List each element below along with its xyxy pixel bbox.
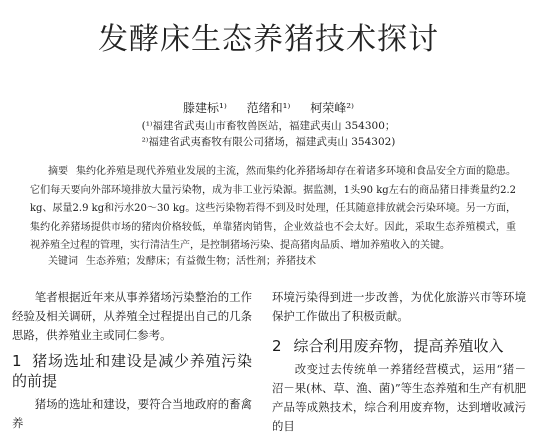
section-title: 猪场选址和建设是减少养殖污染的前提: [12, 352, 252, 390]
section-heading: [12, 351, 252, 391]
body-paragraph: 猪场的选址和建设，要符合当地政府的畜禽养: [12, 397, 252, 430]
author-name: 范绪和¹⁾: [246, 101, 291, 115]
body-paragraph: 环境污染得到进一步改善，为优化旅游兴市等环境保护工作做出了积极贡献。: [272, 290, 526, 323]
author-list: [0, 99, 537, 116]
abstract-block: [30, 163, 516, 256]
affiliation-line: ²⁾福建省武夷畜牧有限公司猪场，福建武夷山 354302): [141, 136, 396, 148]
abstract-label: 摘要: [48, 166, 68, 177]
body-paragraph: 改变过去传统单一养猪经营模式，运用“猪－沼－果(林、草、渔、菌)”等生态养殖和生产有机肥产品等成熟技术，综合利用废弃物，达到增收减污的目: [272, 362, 526, 433]
section-title: 综合利用废弃物，提高养殖收入: [293, 337, 504, 355]
abstract-text: 集约化养殖是现代养殖业发展的主流，然而集约化养猪场却存在着诸多环境和食品安全方面的隐患。它们每天要向外部环境排放大量污染物，成为非工业污染源。据监测，1头90 kg左右的商品猪日排粪量约2.2 kg、尿量2.9 kg和污水20～30 kg。这些污染物若得不到及时处理，任其随意排放就会污染环境。另一方面，集约化养猪场提供市场的猪肉价格较低，单靠猪肉销售，企业效益也不会太好。因此，采取生态养殖模式，重视养殖全过程的管理，实行清洁生产，是控制猪场污染、提高猪肉品质、增加养殖收入的关键。: [30, 166, 516, 251]
section-number: 2: [272, 337, 282, 355]
affiliation-line: (¹⁾福建省武夷山市畜牧兽医站，福建武夷山 354300；: [141, 120, 396, 132]
keywords-label: 关键词: [48, 256, 78, 267]
section-heading: [272, 336, 526, 356]
keywords-text: 生态养殖；发酵床；有益微生物；活性剂；养猪技术: [86, 256, 316, 267]
paper-title: 发酵床生态养猪技术探讨: [98, 22, 439, 57]
keywords-block: [30, 252, 516, 267]
intro-paragraph: 笔者根据近年来从事养猪场污染整治的工作经验及相关调研，从养殖全过程提出自己的几条思路，供养殖业主或同仁参考。: [12, 290, 252, 342]
author-name: 柯荣峰²⁾: [310, 101, 354, 115]
section-number: 1: [12, 352, 22, 370]
author-name: 滕建标¹⁾: [183, 101, 227, 115]
left-column: [12, 288, 252, 433]
